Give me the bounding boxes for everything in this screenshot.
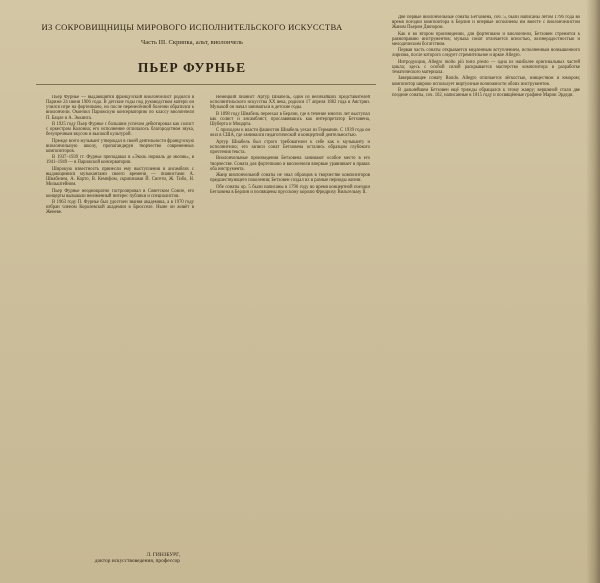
sleeve-edge-shadow	[586, 0, 600, 583]
sleeve-header	[0, 22, 384, 76]
article-column-right	[392, 15, 580, 570]
article-paragraph: В 1925 году Пьер Фурнье с большим успехом дебютировал как солист с оркестром Колонна; его исполнение отличалось благородством звука, безупречным вкусом и высокой культурой.	[46, 121, 194, 138]
author-signature	[60, 552, 180, 564]
header-divider	[36, 84, 376, 85]
series-title: ИЗ СОКРОВИЩНИЦЫ МИРОВОГО ИСПОЛНИТЕЛЬСКОГО ИСКУССТВА	[41, 22, 343, 32]
article-paragraph: Завершающее сонату Rondo. Allegro отличается лёгкостью, изяществом и юмором; композитор широко использует виртуозные возможности обоих инструментов.	[392, 76, 580, 87]
article-paragraph: Артур Шнабель был строго требователен к себе как к музыканту и исполнителю; его записи сонат Бетховена остались образцом глубокого прочтения текста.	[210, 139, 370, 156]
article-paragraph: В 1898 году Шнабель переехал в Берлин, где в течение многих лет выступал как солист и ансамблист, прославившись как интерпретатор Бетховена, Шуберта и Моцарта.	[210, 111, 370, 127]
article-paragraph: В 1963 году П. Фурнье был удостоен звания академика, а в 1970 году избран членом Королевской академии в Брюсселе. Ныне он живёт в Женеве.	[46, 200, 194, 216]
article-paragraph: Обе сонаты op. 5 были написаны в 1796 году во время концертной поездки Бетховена в Берлин и посвящены прусскому королю Фридриху Вильгельму II.	[210, 184, 370, 195]
article-paragraph: Широкую известность принесли ему выступления в ансамблях с выдающимися музыкантами своего времени — пианистами А. Шнабелем, А. Корто, В. Кемпфом, скрипачами Й. Сигети, Ж. Тибо, Н. Мильштейном.	[46, 166, 194, 188]
article-paragraph: Две первые виолончельные сонаты Бетховена, соч. 5, были написаны летом 1796 года во время поездки композитора в Берлин и впервые исполнены им вместе с виолончелистом Жаном Пьером Дюпором.	[392, 15, 580, 31]
article-paragraph: Пьер Фурнье неоднократно гастролировал в Советском Союзе, его концерты вызывали неизменный интерес публики и специалистов.	[46, 188, 194, 199]
article-column-left	[46, 95, 194, 545]
article-paragraph: С приходом к власти фашистов Шнабель уехал из Германии. С 1939 года он жил в США, где занимался педагогической и концертной деятельностью.	[210, 128, 370, 139]
author-name: Л. ГИНЗБУРГ,	[146, 552, 180, 558]
series-subtitle: Часть III. Скрипка, альт, виолончель	[140, 39, 244, 46]
article-paragraph: Пьер Фурнье — выдающийся французский виолончелист родился в Париже 24 июня 1906 года. В детские годы под руководством матери он учился игре на фортепиано, но после перенесённой болезни обратился к виолончели. Окончил Парижскую консерваторию по классу виолончели П. Бацле и А. Эккинга.	[46, 95, 194, 121]
article-paragraph: Прежде всего музыкант утверждал в своей деятельности французскую виолончельную школу, пропагандируя творчество современных композиторов.	[46, 138, 194, 154]
article-paragraph: Виолончельные произведения Бетховена занимают особое место в его творчестве. Соната для фортепиано и виолончели впервые уравнивает в правах оба инструмента.	[210, 156, 370, 172]
article-paragraph: Немецкий пианист Артур Шнабель, один из величайших представителей исполнительского искусства XX века, родился 17 апреля 1882 года в Австрии. Музыкой он начал заниматься в детские годы.	[210, 95, 370, 111]
article-paragraph: Как и во втором произведении, для фортепиано и виолончели, Бетховен стремится к равноправию инструментов; музыка сонат отличается ясностью, жизнерадостностью и мелодическим богатством.	[392, 31, 580, 47]
article-paragraph: В 1937–1939 гг. Фурнье преподавал в «Эколь нормаль де мюзик», в 1941–1949 — в Парижской консерватории.	[46, 155, 194, 166]
article-paragraph: В дальнейшем Бетховен ещё трижды обращался к этому жанру; вершиной стали две поздние сонаты, соч. 102, написанные в 1815 году и посвящённые графине Марии Эрдеди.	[392, 87, 580, 99]
article-column-middle	[210, 95, 370, 570]
article-paragraph: Жанр виолончельной сонаты не знал образцов в творчестве композиторов предшествующего поколения; Бетховен создал их в разные периоды жизни.	[210, 173, 370, 184]
author-title: доктор искусствоведения, профессор	[94, 558, 180, 564]
article-paragraph: Первая часть сонаты открывается медленным вступлением, исполненным возвышенного лиризма, после которого следует стремительное и яркое Allegro.	[392, 48, 580, 59]
article-paragraph: Интродукция, Allegro molto più tosto presto — одна из наиболее оригинальных частей цикла; здесь с особой силой раскрывается мастерство композитора в разработке тематического материала.	[392, 59, 580, 76]
performer-name: ПЬЕР ФУРНЬЕ	[137, 60, 247, 75]
